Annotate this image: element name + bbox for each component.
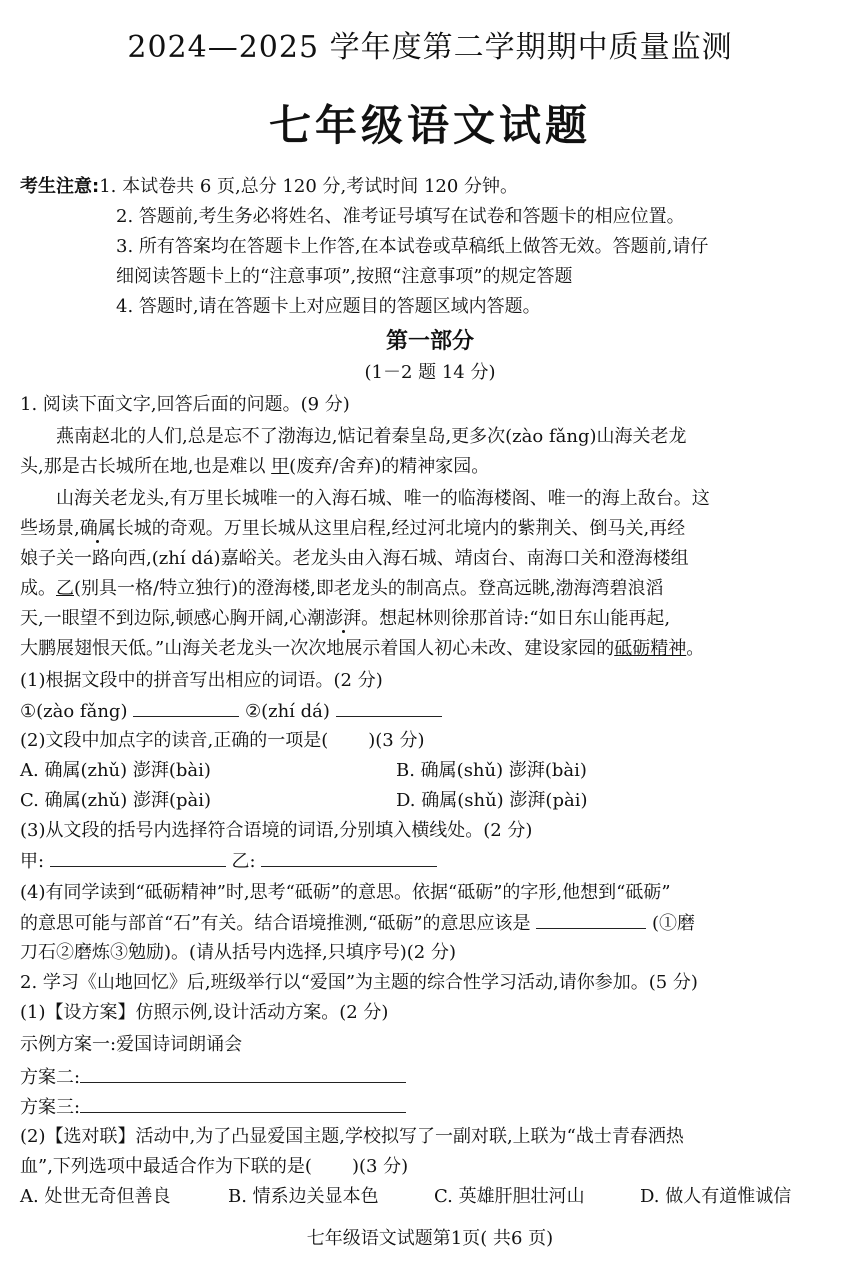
text-segment: (①磨 bbox=[652, 913, 696, 934]
text-segment: )(3 分) bbox=[351, 1156, 409, 1177]
notice-item-1: 1. 本试卷共 6 页,总分 120 分,考试时间 120 分钟。 bbox=[99, 176, 519, 197]
answer-blank-didi[interactable] bbox=[536, 910, 646, 929]
plan3-label: 方案三: bbox=[20, 1097, 81, 1118]
q1-sub2-option-c: C. 确属(zhǔ) 澎湃(pài) bbox=[20, 790, 212, 811]
q1-para1-line2 bbox=[20, 454, 489, 480]
sub1-label-b: ②(zhí dá) bbox=[244, 701, 330, 722]
q2-sub1: (1)【设方案】仿照示例,设计活动方案。(2 分) bbox=[20, 1002, 389, 1023]
q1-sub4-line3: 刀石②磨炼③勉励)。(请从括号内选择,只填序号)(2 分) bbox=[20, 942, 457, 963]
q2-stem: 2. 学习《山地回忆》后,班级举行以“爱国”为主题的综合性学习活动,请你参加。(5 分) bbox=[20, 972, 698, 993]
text-segment: (2)文段中加点字的读音,正确的一项是( bbox=[20, 730, 329, 751]
q1-sub2-option-d: D. 确属(shǔ) 澎湃(pài) bbox=[396, 790, 588, 811]
exam-title: 2024—2025 学年度第二学期期中质量监测 bbox=[127, 30, 733, 65]
text-segment: )(3 分) bbox=[368, 730, 425, 751]
text-segment: 成。 bbox=[20, 578, 56, 599]
q1-sub1: (1)根据文段中的拼音写出相应的词语。(2 分) bbox=[20, 670, 383, 691]
notice-item-3-cont: 细阅读答题卡上的“注意事项”,按照“注意事项”的规定答题 bbox=[116, 266, 573, 287]
notice-line-1 bbox=[20, 174, 518, 200]
text-segment: 。 bbox=[686, 638, 705, 659]
text-segment: 的意思可能与部首“石”有关。结合语境推测,“砥砺”的意思应该是 bbox=[20, 913, 531, 934]
part1-title: 第一部分 bbox=[385, 329, 474, 354]
q1-sub4-line2 bbox=[20, 910, 695, 937]
q1-para2-line5 bbox=[20, 606, 670, 632]
q2-sub2-line2 bbox=[20, 1154, 408, 1180]
q1-sub1-blanks bbox=[20, 698, 442, 725]
sub3-label-yi: 乙: bbox=[231, 851, 256, 872]
answer-blank-yi[interactable] bbox=[261, 848, 437, 867]
q1-sub2-option-b: B. 确属(shǔ) 澎湃(bài) bbox=[396, 760, 587, 781]
q1-sub4-line1: (4)有同学读到“砥砺精神”时,思考“砥砺”的意思。依据“砥砺”的字形,他想到“砥砺” bbox=[20, 882, 671, 903]
text-segment: (废弃/舍弃)的精神家园。 bbox=[289, 456, 490, 477]
text-segment: 大鹏展翅恨天低。”山海关老龙头一次次地展示着国人初心未改、建设家园的 bbox=[20, 638, 615, 659]
notice-label: 考生注意: bbox=[20, 176, 100, 197]
text-segment: (别具一格/特立独行)的澄海楼,即老龙头的制高点。登高远眺,渤海湾碧浪滔 bbox=[74, 578, 664, 599]
q1-para2-line3: 娘子关一路向西,(zhí dá)嘉峪关。老龙头由入海石城、靖卤台、南海口关和澄海楼组 bbox=[20, 548, 689, 569]
dotted-word-pengpai: 澎湃 bbox=[325, 608, 362, 629]
underlined-phrase: 砥砺精神 bbox=[614, 638, 687, 659]
text-segment: 头,那是古长城所在地,也是难以 bbox=[20, 456, 272, 477]
answer-blank-jia[interactable] bbox=[50, 848, 226, 867]
notice-item-2: 2. 答题前,考生务必将姓名、准考证号填写在试卷和答题卡的相应位置。 bbox=[116, 206, 685, 227]
text-segment: 长城的奇观。万里长城从这里启程,经过河北境内的紫荆关、倒马关,再经 bbox=[115, 518, 686, 539]
part1-range: (1－2 题 14 分) bbox=[364, 362, 496, 383]
text-segment: 血”,下列选项中最适合作为下联的是( bbox=[20, 1156, 312, 1177]
text-segment: 。想起林则徐那首诗:“如日东山能再起, bbox=[361, 608, 671, 629]
q2-plan3 bbox=[20, 1094, 406, 1121]
q1-para2-line2 bbox=[20, 516, 685, 542]
sub1-label-a: ①(zào fǎng) bbox=[20, 701, 128, 722]
q2-option-c: C. 英雄肝胆壮河山 bbox=[434, 1186, 585, 1207]
answer-blank-zhida[interactable] bbox=[336, 698, 442, 717]
notice-item-3: 3. 所有答案均在答题卡上作答,在本试卷或草稿纸上做答无效。答题前,请仔 bbox=[116, 236, 709, 257]
answer-blank-plan3[interactable] bbox=[80, 1094, 406, 1113]
notice-item-4: 4. 答题时,请在答题卡上对应题目的答题区域内答题。 bbox=[116, 296, 541, 317]
blank-marker-jia: 甲 bbox=[271, 456, 290, 477]
q1-para1-line1: 燕南赵北的人们,总是忘不了渤海边,惦记着秦皇岛,更多次(zào fǎng)山海关老龙 bbox=[56, 426, 687, 447]
q2-option-a: A. 处世无奇但善良 bbox=[20, 1186, 171, 1207]
q1-stem: 1. 阅读下面文字,回答后面的问题。(9 分) bbox=[20, 394, 350, 415]
q2-sub2-line1: (2)【选对联】活动中,为了凸显爱国主题,学校拟写了一副对联,上联为“战士青春洒热 bbox=[20, 1126, 684, 1147]
answer-blank-plan2[interactable] bbox=[80, 1064, 406, 1083]
q1-para2-line6 bbox=[20, 636, 704, 662]
text-segment: 些场景, bbox=[20, 518, 80, 539]
q1-sub3: (3)从文段的括号内选择符合语境的词语,分别填入横线处。(2 分) bbox=[20, 820, 533, 841]
q1-sub3-blanks bbox=[20, 848, 437, 875]
q1-sub2-option-a: A. 确属(zhǔ) 澎湃(bài) bbox=[20, 760, 211, 781]
q2-option-b: B. 情系边关显本色 bbox=[228, 1186, 379, 1207]
q2-option-d: D. 做人有道惟诚信 bbox=[640, 1186, 792, 1207]
q1-para2-line1: 山海关老龙头,有万里长城唯一的入海石城、唯一的临海楼阁、唯一的海上敌台。这 bbox=[56, 488, 710, 509]
sub3-label-jia: 甲: bbox=[20, 851, 45, 872]
q1-para2-line4 bbox=[20, 576, 664, 602]
answer-blank-zaofang[interactable] bbox=[133, 698, 239, 717]
q1-sub2 bbox=[20, 728, 425, 754]
plan2-label: 方案二: bbox=[20, 1067, 81, 1088]
blank-marker-yi: 乙 bbox=[56, 578, 74, 599]
q2-example: 示例方案一:爱国诗词朗诵会 bbox=[20, 1034, 243, 1055]
q2-plan2 bbox=[20, 1064, 406, 1091]
page-footer: 七年级语文试题第1页( 共6 页) bbox=[306, 1228, 554, 1249]
paper-title: 七年级语文试题 bbox=[268, 101, 591, 150]
text-segment: 天,一眼望不到边际,顿感心胸开阔,心潮 bbox=[20, 608, 326, 629]
dotted-word-queshu: 确属 bbox=[79, 518, 116, 539]
